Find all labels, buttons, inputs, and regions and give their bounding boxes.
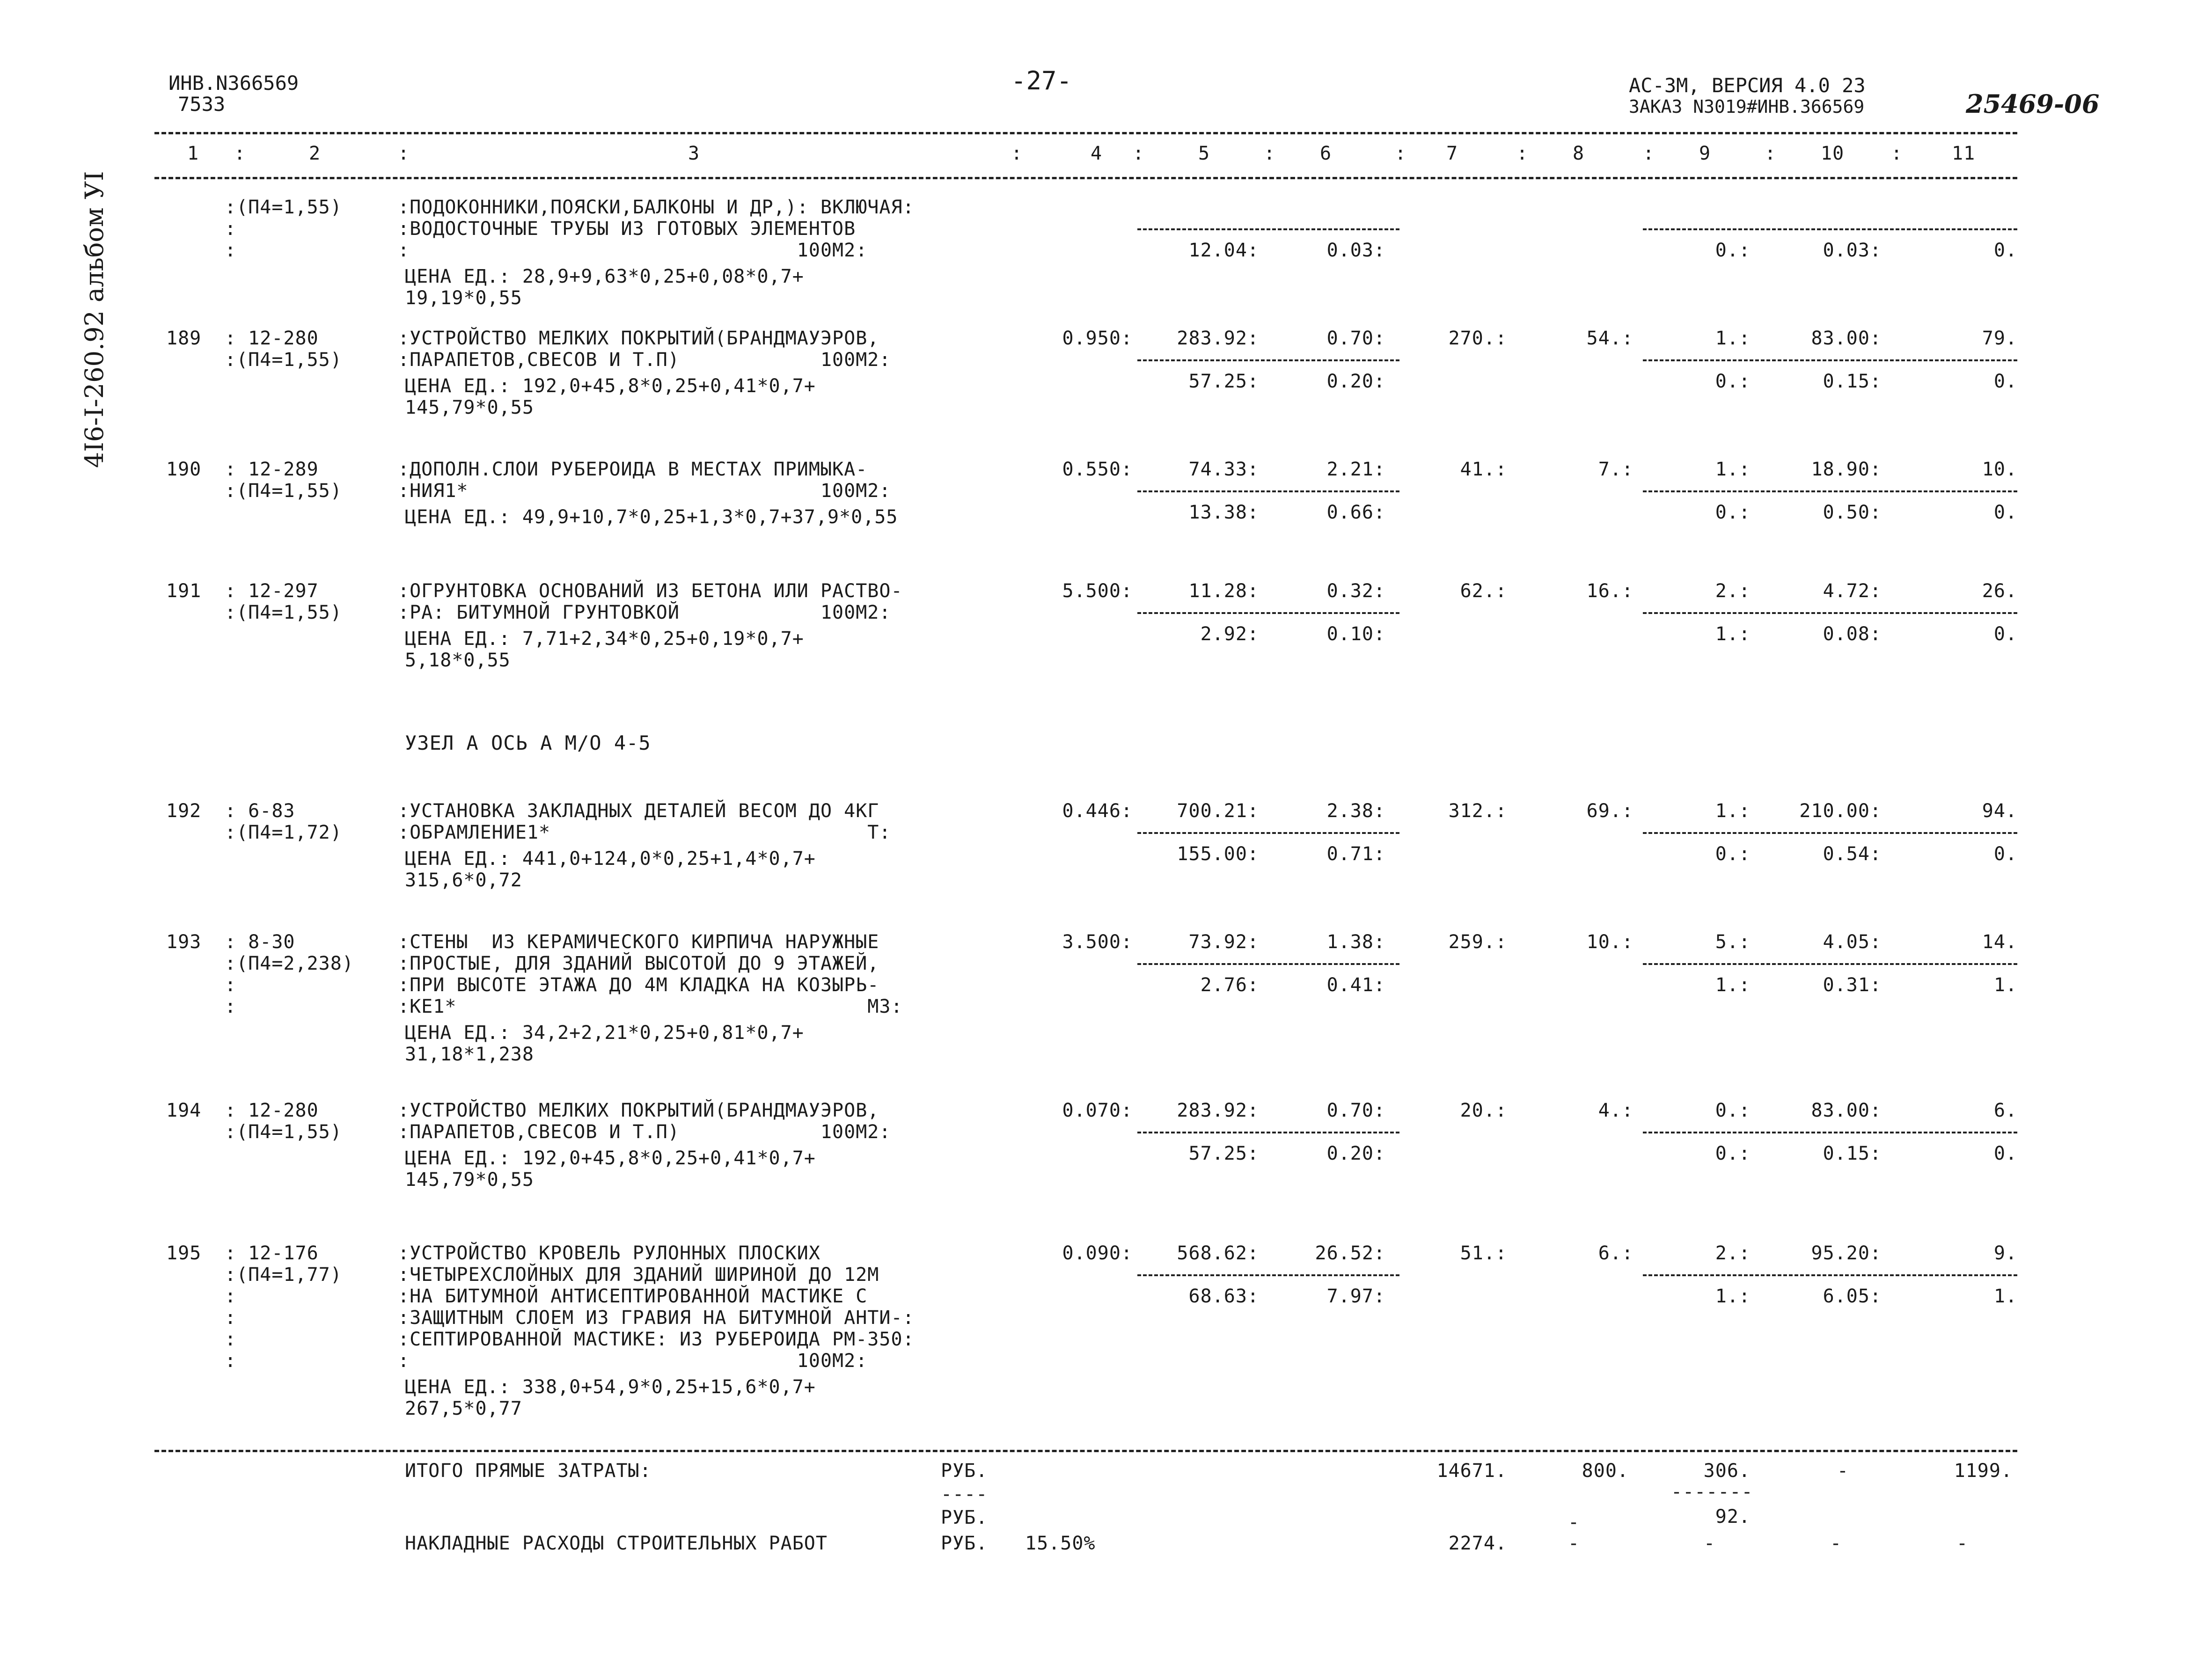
value-c5: 283.92: bbox=[1177, 1100, 1259, 1121]
column-separator: : bbox=[225, 974, 236, 996]
totals-col11: 1199. bbox=[1954, 1460, 2013, 1482]
value-c11: 6. bbox=[1993, 1100, 2017, 1121]
value-c5: 11.28: bbox=[1188, 580, 1259, 602]
row-code: : 8-30 bbox=[225, 931, 295, 953]
column-separator: : bbox=[1643, 143, 1655, 164]
row-number: 195 bbox=[166, 1242, 202, 1264]
totals-label: ИТОГО ПРЯМЫЕ ЗАТРАТЫ: bbox=[405, 1460, 652, 1482]
row-coefficient: :(П4=1,55) bbox=[225, 1121, 342, 1143]
value-c10-sub: 0.08: bbox=[1823, 623, 1882, 645]
value-c10: 18.90: bbox=[1811, 459, 1882, 480]
column-separator: : bbox=[1516, 143, 1528, 164]
unit-price-formula: 315,6*0,72 bbox=[405, 870, 522, 891]
value-c5-sub: 155.00: bbox=[1177, 843, 1259, 865]
value-c9: 1.: bbox=[1715, 459, 1751, 480]
cell-separator bbox=[1643, 832, 2017, 834]
value-c7: 312.: bbox=[1448, 800, 1507, 822]
value-c6: 2.38: bbox=[1326, 800, 1385, 822]
value-c11: 14. bbox=[1982, 931, 2017, 953]
totals-col8: 800. bbox=[1582, 1460, 1629, 1482]
row-number: 193 bbox=[166, 931, 202, 953]
row-code: : 6-83 bbox=[225, 800, 295, 822]
value-c5-sub: 12.04: bbox=[1188, 240, 1259, 261]
unit-price-formula: ЦЕНА ЕД.: 49,9+10,7*0,25+1,3*0,7+37,9*0,55 bbox=[405, 506, 898, 528]
value-c10: 83.00: bbox=[1811, 1100, 1882, 1121]
header-top-rule bbox=[154, 132, 2017, 134]
value-c5: 283.92: bbox=[1177, 328, 1259, 349]
value-c5: 73.92: bbox=[1188, 931, 1259, 953]
row-number: 189 bbox=[166, 328, 202, 349]
totals-col9: 306. bbox=[1703, 1460, 1751, 1482]
column-header-10: 10 bbox=[1821, 143, 1845, 164]
value-c10-sub: 0.15: bbox=[1823, 371, 1882, 392]
value-c11: 9. bbox=[1993, 1242, 2017, 1264]
overhead-percent: 15.50% bbox=[1025, 1533, 1096, 1554]
cell-separator bbox=[1137, 963, 1399, 965]
unit-price-formula: 19,19*0,55 bbox=[405, 287, 522, 309]
value-c6: 0.32: bbox=[1326, 580, 1385, 602]
value-c4: 0.950: bbox=[1062, 328, 1133, 349]
unit-price-formula: 267,5*0,77 bbox=[405, 1398, 522, 1419]
value-c6-sub: 0.71: bbox=[1326, 843, 1385, 865]
unit-price-formula: ЦЕНА ЕД.: 338,0+54,9*0,25+15,6*0,7+ bbox=[405, 1376, 816, 1398]
value-c6-sub: 0.20: bbox=[1326, 1143, 1385, 1164]
value-c9-sub: 0.: bbox=[1715, 1143, 1751, 1164]
value-c7: 20.: bbox=[1460, 1100, 1507, 1121]
column-header-7: 7 bbox=[1446, 143, 1458, 164]
value-c6-sub: 0.03: bbox=[1326, 240, 1385, 261]
value-c11-sub: 0. bbox=[1993, 240, 2017, 261]
value-c10-sub: 0.15: bbox=[1823, 1143, 1882, 1164]
column-separator: : bbox=[225, 1286, 236, 1307]
row-coefficient: :(П4=1,55) bbox=[225, 480, 342, 502]
column-header-2: 2 bbox=[309, 143, 321, 164]
column-header-6: 6 bbox=[1320, 143, 1332, 164]
value-c6: 2.21: bbox=[1326, 459, 1385, 480]
column-separator: : bbox=[1133, 143, 1144, 164]
value-c11-sub: 0. bbox=[1993, 502, 2017, 523]
row-description: :ОГРУНТОВКА ОСНОВАНИЙ ИЗ БЕТОНА ИЛИ РАСТВО- bbox=[398, 580, 903, 602]
value-c11: 79. bbox=[1982, 328, 2017, 349]
row-description: :КЕ1* М3: bbox=[398, 996, 903, 1017]
handwritten-code: 25469-06 bbox=[1966, 89, 2100, 119]
cell-separator bbox=[1137, 359, 1399, 361]
column-separator: : bbox=[1765, 143, 1776, 164]
row-coefficient: :(П4=1,55) bbox=[225, 197, 342, 218]
row-description: :ЧЕТЫРЕХСЛОЙНЫХ ДЛЯ ЗДАНИЙ ШИРИНОЙ ДО 12М bbox=[398, 1264, 879, 1286]
column-separator: : bbox=[1395, 143, 1406, 164]
row-number: 190 bbox=[166, 459, 202, 480]
value-c8: 6.: bbox=[1598, 1242, 1633, 1264]
value-c7: 259.: bbox=[1448, 931, 1507, 953]
value-c5-sub: 13.38: bbox=[1188, 502, 1259, 523]
value-c6: 0.70: bbox=[1326, 328, 1385, 349]
row-number: 191 bbox=[166, 580, 202, 602]
cell-separator bbox=[1643, 612, 2017, 614]
value-c10-sub: 0.03: bbox=[1823, 240, 1882, 261]
overhead-col9: - bbox=[1704, 1533, 1716, 1554]
value-c6-sub: 0.10: bbox=[1326, 623, 1385, 645]
value-c8: 7.: bbox=[1598, 459, 1633, 480]
row-description: :УСТРОЙСТВО МЕЛКИХ ПОКРЫТИЙ(БРАНДМАУЭРОВ, bbox=[398, 328, 879, 349]
row-description: :ЗАЩИТНЫМ СЛОЕМ ИЗ ГРАВИЯ НА БИТУМНОЙ АНТИ-: bbox=[398, 1307, 915, 1329]
row-coefficient: :(П4=1,55) bbox=[225, 602, 342, 623]
totals-unit: РУБ. bbox=[941, 1460, 988, 1482]
value-c8: 69.: bbox=[1586, 800, 1633, 822]
value-c11-sub: 0. bbox=[1993, 1143, 2017, 1164]
value-c6: 26.52: bbox=[1315, 1242, 1385, 1264]
value-c5-sub: 57.25: bbox=[1188, 371, 1259, 392]
program-version: АС-3М, ВЕРСИЯ 4.0 23 bbox=[1629, 74, 1866, 97]
row-coefficient: :(П4=1,77) bbox=[225, 1264, 342, 1286]
unit-price-formula: ЦЕНА ЕД.: 34,2+2,21*0,25+0,81*0,7+ bbox=[405, 1022, 804, 1044]
column-separator: : bbox=[225, 240, 236, 261]
value-c9: 2.: bbox=[1715, 580, 1751, 602]
inventory-number: ИНВ.N366569 bbox=[168, 72, 299, 95]
row-description: :РА: БИТУМНОЙ ГРУНТОВКОЙ 100М2: bbox=[398, 602, 891, 623]
row-description: :ВОДОСТОЧНЫЕ ТРУБЫ ИЗ ГОТОВЫХ ЭЛЕМЕНТОВ bbox=[398, 218, 856, 240]
overhead-label: НАКЛАДНЫЕ РАСХОДЫ СТРОИТЕЛЬНЫХ РАБОТ bbox=[405, 1533, 828, 1554]
column-header-4: 4 bbox=[1091, 143, 1103, 164]
value-c11: 10. bbox=[1982, 459, 2017, 480]
cell-separator bbox=[1137, 1132, 1399, 1133]
value-c5: 700.21: bbox=[1177, 800, 1259, 822]
column-header-11: 11 bbox=[1952, 143, 1976, 164]
value-c11-sub: 1. bbox=[1993, 1286, 2017, 1307]
value-c10-sub: 0.54: bbox=[1823, 843, 1882, 865]
column-header-5: 5 bbox=[1198, 143, 1210, 164]
column-separator: : bbox=[225, 996, 236, 1017]
cell-separator bbox=[1643, 228, 2017, 230]
row-coefficient: :(П4=1,72) bbox=[225, 822, 342, 843]
sub-number: 7533 bbox=[178, 93, 226, 116]
value-c7: 51.: bbox=[1460, 1242, 1507, 1264]
value-c10: 4.72: bbox=[1823, 580, 1882, 602]
section-title: УЗЕЛ А ОСЬ А М/О 4-5 bbox=[405, 731, 651, 754]
totals-rule bbox=[154, 1450, 2017, 1452]
overhead-col10: - bbox=[1830, 1533, 1842, 1554]
unit-price-formula: 145,79*0,55 bbox=[405, 397, 534, 418]
row-code: : 12-280 bbox=[225, 1100, 319, 1121]
row-number: 194 bbox=[166, 1100, 202, 1121]
value-c4: 0.070: bbox=[1062, 1100, 1133, 1121]
value-c7: 62.: bbox=[1460, 580, 1507, 602]
cell-separator bbox=[1643, 1274, 2017, 1276]
overhead-col8: - bbox=[1568, 1533, 1580, 1554]
row-coefficient: :(П4=2,238) bbox=[225, 953, 354, 974]
column-separator: : bbox=[1891, 143, 1903, 164]
value-c10: 95.20: bbox=[1811, 1242, 1882, 1264]
value-c4: 5.500: bbox=[1062, 580, 1133, 602]
row-description: :ПАРАПЕТОВ,СВЕСОВ И Т.П) 100М2: bbox=[398, 1121, 891, 1143]
value-c10-sub: 0.50: bbox=[1823, 502, 1882, 523]
value-c9-sub: 1.: bbox=[1715, 623, 1751, 645]
value-c7: 270.: bbox=[1448, 328, 1507, 349]
value-c9-sub: 1.: bbox=[1715, 974, 1751, 996]
value-c11: 26. bbox=[1982, 580, 2017, 602]
value-c9: 2.: bbox=[1715, 1242, 1751, 1264]
side-album-label: 4I6-I-260.92 альбом УI bbox=[80, 171, 109, 468]
column-header-9: 9 bbox=[1699, 143, 1711, 164]
value-c11-sub: 0. bbox=[1993, 623, 2017, 645]
column-separator: : bbox=[225, 1329, 236, 1350]
totals-col10: - bbox=[1837, 1460, 1849, 1482]
value-c9: 1.: bbox=[1715, 800, 1751, 822]
value-c4: 0.090: bbox=[1062, 1242, 1133, 1264]
column-separator: : bbox=[225, 218, 236, 240]
cell-separator bbox=[1137, 228, 1399, 230]
value-c7: 41.: bbox=[1460, 459, 1507, 480]
value-c9: 0.: bbox=[1715, 1100, 1751, 1121]
overhead-unit: РУБ. bbox=[941, 1533, 988, 1554]
value-c4: 0.550: bbox=[1062, 459, 1133, 480]
value-c6-sub: 0.66: bbox=[1326, 502, 1385, 523]
totals-col7: 14671. bbox=[1436, 1460, 1507, 1482]
value-c9-sub: 0.: bbox=[1715, 371, 1751, 392]
value-c11-sub: 0. bbox=[1993, 843, 2017, 865]
unit-price-formula: 31,18*1,238 bbox=[405, 1044, 534, 1065]
row-code: : 12-289 bbox=[225, 459, 319, 480]
value-c8: 54.: bbox=[1586, 328, 1633, 349]
overhead-col7: 2274. bbox=[1448, 1533, 1507, 1554]
value-c9: 1.: bbox=[1715, 328, 1751, 349]
row-description: :ДОПОЛН.СЛОИ РУБЕРОИДА В МЕСТАХ ПРИМЫКА- bbox=[398, 459, 868, 480]
column-header-3: 3 bbox=[688, 143, 700, 164]
page-number: -27- bbox=[1011, 66, 1072, 95]
unit-price-formula: 145,79*0,55 bbox=[405, 1169, 534, 1191]
unit-price-formula: ЦЕНА ЕД.: 441,0+124,0*0,25+1,4*0,7+ bbox=[405, 848, 816, 870]
value-c6: 1.38: bbox=[1326, 931, 1385, 953]
cell-separator bbox=[1137, 1274, 1399, 1276]
value-c10-sub: 6.05: bbox=[1823, 1286, 1882, 1307]
unit-price-formula: ЦЕНА ЕД.: 192,0+45,8*0,25+0,41*0,7+ bbox=[405, 1147, 816, 1169]
value-c5-sub: 2.92: bbox=[1200, 623, 1259, 645]
cell-separator bbox=[1643, 490, 2017, 492]
column-separator: : bbox=[225, 1350, 236, 1372]
order-number: ЗАКАЗ N3019#ИНВ.366569 bbox=[1629, 96, 1865, 117]
row-description: :ПОДОКОННИКИ,ПОЯСКИ,БАЛКОНЫ И ДР,): ВКЛЮЧАЯ: bbox=[398, 197, 915, 218]
cell-separator bbox=[1643, 1132, 2017, 1133]
row-description: : 100М2: bbox=[398, 1350, 868, 1372]
value-c5-sub: 68.63: bbox=[1188, 1286, 1259, 1307]
column-separator: : bbox=[398, 143, 410, 164]
unit-price-formula: ЦЕНА ЕД.: 7,71+2,34*0,25+0,19*0,7+ bbox=[405, 628, 804, 650]
value-c6: 0.70: bbox=[1326, 1100, 1385, 1121]
value-c10: 4.05: bbox=[1823, 931, 1882, 953]
row-description: :НИЯ1* 100М2: bbox=[398, 480, 891, 502]
value-c10: 83.00: bbox=[1811, 328, 1882, 349]
header-bottom-rule bbox=[154, 177, 2017, 179]
row-description: :ОБРАМЛЕНИЕ1* Т: bbox=[398, 822, 891, 843]
totals-col9-line: ------- bbox=[1671, 1481, 1753, 1503]
totals-col8-sub: - bbox=[1568, 1512, 1580, 1533]
row-description: : 100М2: bbox=[398, 240, 868, 261]
row-coefficient: :(П4=1,55) bbox=[225, 349, 342, 371]
value-c8: 10.: bbox=[1586, 931, 1633, 953]
totals-unit-2: РУБ. bbox=[941, 1507, 988, 1528]
column-separator: : bbox=[234, 143, 246, 164]
value-c5: 568.62: bbox=[1177, 1242, 1259, 1264]
cell-separator bbox=[1137, 490, 1399, 492]
value-c6-sub: 7.97: bbox=[1326, 1286, 1385, 1307]
value-c8: 16.: bbox=[1586, 580, 1633, 602]
row-code: : 12-176 bbox=[225, 1242, 319, 1264]
value-c10-sub: 0.31: bbox=[1823, 974, 1882, 996]
value-c4: 0.446: bbox=[1062, 800, 1133, 822]
value-c5-sub: 2.76: bbox=[1200, 974, 1259, 996]
column-separator: : bbox=[1264, 143, 1275, 164]
column-header-1: 1 bbox=[187, 143, 199, 164]
value-c6-sub: 0.41: bbox=[1326, 974, 1385, 996]
unit-price-formula: 5,18*0,55 bbox=[405, 650, 511, 671]
row-description: :НА БИТУМНОЙ АНТИСЕПТИРОВАННОЙ МАСТИКЕ С bbox=[398, 1286, 868, 1307]
value-c11-sub: 0. bbox=[1993, 371, 2017, 392]
column-separator: : bbox=[1011, 143, 1023, 164]
value-c9: 5.: bbox=[1715, 931, 1751, 953]
row-description: :СТЕНЫ ИЗ КЕРАМИЧЕСКОГО КИРПИЧА НАРУЖНЫЕ bbox=[398, 931, 879, 953]
row-description: :СЕПТИРОВАННОЙ МАСТИКЕ: ИЗ РУБЕРОИДА РМ-350: bbox=[398, 1329, 915, 1350]
row-code: : 12-280 bbox=[225, 328, 319, 349]
row-description: :ПРИ ВЫСОТЕ ЭТАЖА ДО 4М КЛАДКА НА КОЗЫРЬ- bbox=[398, 974, 879, 996]
unit-price-formula: ЦЕНА ЕД.: 28,9+9,63*0,25+0,08*0,7+ bbox=[405, 266, 804, 287]
value-c9-sub: 0.: bbox=[1715, 502, 1751, 523]
value-c5: 74.33: bbox=[1188, 459, 1259, 480]
totals-dashes: ---- bbox=[941, 1484, 988, 1505]
value-c10: 210.00: bbox=[1799, 800, 1882, 822]
row-description: :УСТРОЙСТВО МЕЛКИХ ПОКРЫТИЙ(БРАНДМАУЭРОВ, bbox=[398, 1100, 879, 1121]
value-c6-sub: 0.20: bbox=[1326, 371, 1385, 392]
row-code: : 12-297 bbox=[225, 580, 319, 602]
totals-col9-sub: 92. bbox=[1715, 1506, 1751, 1527]
cell-separator bbox=[1137, 832, 1399, 834]
cell-separator bbox=[1643, 359, 2017, 361]
value-c9-sub: 1.: bbox=[1715, 1286, 1751, 1307]
column-separator: : bbox=[225, 1307, 236, 1329]
row-number: 192 bbox=[166, 800, 202, 822]
row-description: :ПРОСТЫЕ, ДЛЯ ЗДАНИЙ ВЫСОТОЙ ДО 9 ЭТАЖЕЙ, bbox=[398, 953, 879, 974]
overhead-col11: - bbox=[1956, 1533, 1969, 1554]
value-c9-sub: 0.: bbox=[1715, 843, 1751, 865]
unit-price-formula: ЦЕНА ЕД.: 192,0+45,8*0,25+0,41*0,7+ bbox=[405, 375, 816, 397]
value-c11: 94. bbox=[1982, 800, 2017, 822]
value-c5-sub: 57.25: bbox=[1188, 1143, 1259, 1164]
row-description: :ПАРАПЕТОВ,СВЕСОВ И Т.П) 100М2: bbox=[398, 349, 891, 371]
value-c4: 3.500: bbox=[1062, 931, 1133, 953]
row-description: :УСТРОЙСТВО КРОВЕЛЬ РУЛОННЫХ ПЛОСКИХ bbox=[398, 1242, 820, 1264]
value-c8: 4.: bbox=[1598, 1100, 1633, 1121]
column-header-8: 8 bbox=[1573, 143, 1585, 164]
cell-separator bbox=[1643, 963, 2017, 965]
cell-separator bbox=[1137, 612, 1399, 614]
row-description: :УСТАНОВКА ЗАКЛАДНЫХ ДЕТАЛЕЙ ВЕСОМ ДО 4КГ bbox=[398, 800, 879, 822]
value-c11-sub: 1. bbox=[1993, 974, 2017, 996]
value-c9-sub: 0.: bbox=[1715, 240, 1751, 261]
